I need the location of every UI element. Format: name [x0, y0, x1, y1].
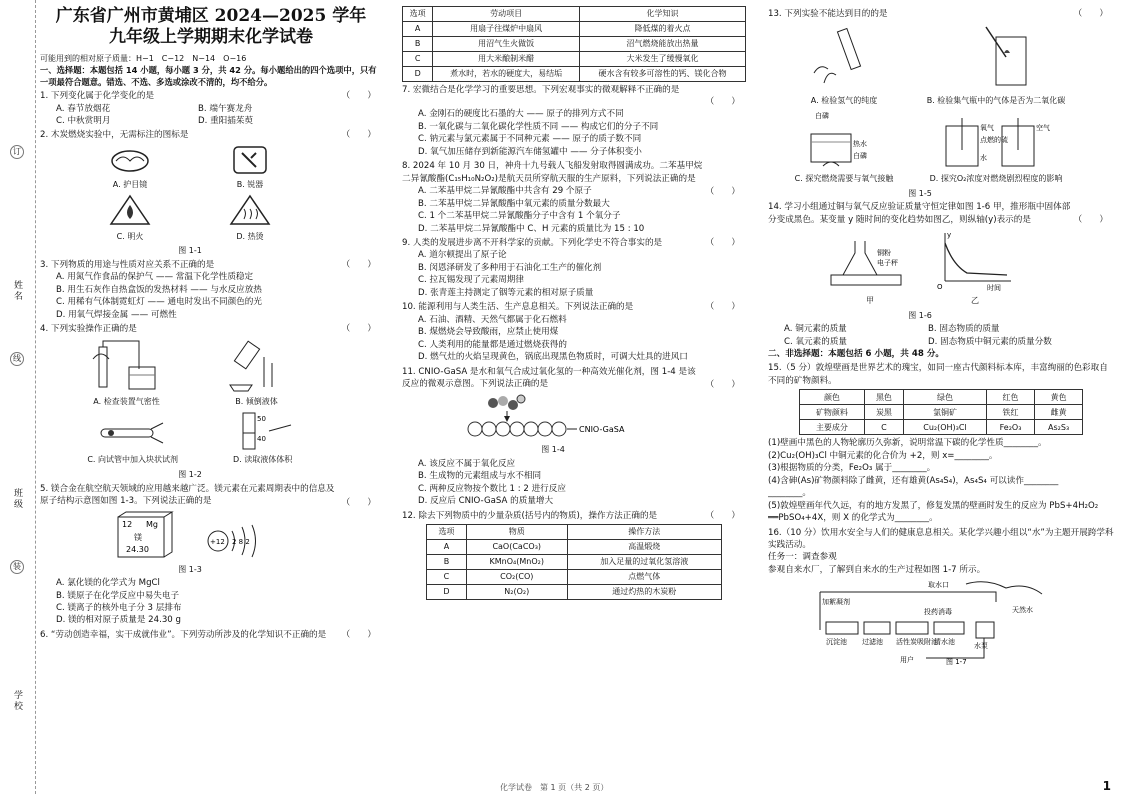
page-number: 1: [1102, 779, 1111, 793]
table-cell: As₂S₃: [1035, 420, 1083, 435]
apparatus-label: 热水: [853, 139, 867, 148]
apparatus-label: 电子秤: [877, 259, 898, 268]
table-cell: B: [427, 555, 467, 570]
option: D. 反应后 CNIO-GaSA 的质量增大: [418, 496, 554, 507]
task-text: 参观自来水厂，了解到自来水的生产过程如图 1-7 所示。: [768, 564, 986, 575]
table-row: [403, 22, 746, 37]
figure-label: B. 检验集气瓶中的气体是否为二氧化碳: [926, 96, 1066, 106]
process-label: 取水口: [928, 581, 949, 590]
question-stem: 7. 宏微结合是化学学习的重要思想。下列宏观事实的微观解释不正确的是: [402, 85, 680, 95]
table-cell: Fe₂O₃: [986, 420, 1035, 435]
table-cell: C: [403, 52, 433, 67]
figure-label: C. 向试管中加入块状试剂: [87, 455, 178, 465]
option: A. 铜元素的质量: [784, 324, 847, 335]
column-middle: [402, 6, 746, 786]
question-stem: 1. 下列变化属于化学变化的是: [40, 91, 155, 102]
table-cell: CaO(CaCO₃): [466, 540, 567, 555]
exam-title-line2: 九年级上学期期末化学试卷: [109, 27, 313, 48]
figure-caption: 图 1-7: [946, 658, 967, 667]
table-cell: 用沼气生火做饭: [433, 37, 580, 52]
table-header: 选项: [403, 7, 433, 22]
binding-mark: 线: [10, 352, 24, 366]
table-cell: 加入足量的过氧化氢溶液: [567, 555, 721, 570]
section-2-heading: 二、非选择题：本题包括 6 小题，共 48 分。: [768, 349, 945, 360]
option: D. 张青莲主持测定了铟等元素的相对原子质量: [418, 287, 594, 298]
q12-table: [426, 524, 722, 600]
atomic-structure-diagram: [204, 521, 268, 561]
water-treatment-diagram: [816, 578, 1066, 666]
process-label: 过滤池: [862, 638, 883, 647]
table-row: [427, 555, 722, 570]
apparatus-label: 铜粉: [877, 249, 891, 258]
table-cell: D: [403, 67, 433, 82]
option: D. 镁的相对原子质量是 24.30 g: [56, 615, 181, 626]
table-cell: 颜色: [800, 390, 865, 405]
catalyst-label: CNIO-GaSA: [579, 425, 625, 435]
table-cell: 氯铜矿: [904, 405, 987, 420]
apparatus-label: 空气: [1036, 123, 1050, 132]
option: C. 中秋赏明月: [56, 116, 111, 127]
option: B. 二苯基甲烷二异氰酸酯中氧元素的质量分数最大: [418, 198, 610, 209]
question-stem: 2. 木炭燃烧实验中，无需标注的图标是: [40, 130, 189, 141]
table-cell: KMnO₄(MnO₂): [466, 555, 567, 570]
question-stem: 5. 镁合金在航空航天领域的应用越来越广泛。镁元素在元素周期表中的信息及原子结构示意图如图 1-3。下列说法正确的是: [40, 483, 335, 507]
figure-label: A. 检验氢气的纯度: [810, 96, 878, 106]
apparatus-label: 白磷: [853, 151, 867, 160]
answer-blank: （ ）: [705, 97, 740, 107]
pouring-liquid-figure: [222, 339, 292, 393]
table-cell: 大米发生了缓慢氧化: [579, 52, 745, 67]
question-7: [402, 84, 746, 158]
answer-blank: （ ）: [705, 302, 740, 313]
atomic-number: 12: [122, 519, 133, 529]
sub-question: (4)含砷(As)矿物颜料除了雌黄，还有雄黄(As₄S₄)，As₄S₄ 可以读作________: [768, 475, 1059, 486]
column-right: [768, 6, 1114, 786]
option: A. 道尔顿提出了原子论: [418, 250, 507, 261]
task-heading: 任务一：调查参观: [768, 552, 837, 563]
option: B. 固态物质的质量: [928, 324, 1000, 335]
option: B. 一氧化碳与二氧化碳化学性质不同 —— 构成它们的分子不同: [418, 121, 659, 132]
question-11: [402, 366, 746, 508]
answer-blank: （ ）: [705, 237, 740, 248]
process-label: 活性炭吸附池: [896, 638, 938, 647]
table-cell: 黄色: [1035, 390, 1083, 405]
sub-question: ________。: [768, 488, 811, 499]
option: D. 固态物质中铜元素的质量分数: [928, 336, 1052, 347]
answer-blank: （ ）: [341, 91, 376, 102]
icon-label: B. 锐器: [236, 179, 264, 189]
binding-margin: [0, 0, 36, 794]
table-cell: 雌黄: [1035, 405, 1083, 420]
table-cell: C: [864, 420, 903, 435]
table-cell: Cu₂(OH)₃Cl: [904, 420, 987, 435]
sub-question: (5)敦煌壁画年代久远，有的地方发黑了，修复发黑的壁画时发生的反应为 PbS+4H₂O₂ ══PbSO₄+4X，则 X 的化学式为________。: [768, 500, 1099, 524]
table-cell: B: [403, 37, 433, 52]
option: B. 端午赛龙舟: [198, 103, 253, 114]
process-label: 沉淀池: [826, 638, 847, 647]
option: C. 镁离子的核外电子分 3 层排布: [56, 603, 182, 613]
option: D. 重阳插茱萸: [198, 116, 254, 127]
option: A. 春节放烟花: [56, 103, 111, 114]
option: B. 生成物的元素组成与水不相同: [418, 471, 542, 482]
table-cell: 黑色: [864, 390, 903, 405]
option: D. 二苯基甲烷二异氰酸酯中 C、H 元素的质量比为 15 : 10: [418, 223, 645, 234]
option: C. 用稀有气体制霓虹灯 —— 通电时发出不同颜色的光: [56, 297, 262, 308]
table-cell: 降低煤的着火点: [579, 22, 745, 37]
copper-oxygen-apparatus: [825, 233, 915, 291]
process-label: 天然水: [1012, 606, 1033, 615]
sub-question: (3)根据物质的分类，Fe₂O₃ 属于________。: [768, 463, 936, 474]
figure-caption: 图 1-6: [908, 310, 932, 320]
reading-volume-figure: [233, 411, 293, 451]
option: B. 用生石灰作自热盒饭的发热材料 —— 与水反应放热: [56, 284, 262, 295]
figure-label: D. 探究O₂浓度对燃烧剧烈程度的影响: [929, 174, 1063, 184]
answer-blank: （ ）: [705, 379, 740, 390]
pigment-table: [799, 389, 1083, 435]
table-cell: 铁红: [986, 405, 1035, 420]
table-cell: C: [427, 570, 467, 585]
periodic-table-cell: [112, 511, 174, 561]
option: C. 1 个二苯基甲烷二异氰酸酯分子中含有 1 个氧分子: [418, 211, 621, 222]
atomic-masses: 可能用到的相对原子质量：H−1 C−12 N−14 O−16: [40, 53, 247, 63]
question-16: [768, 527, 1114, 667]
name-field-label: 姓名: [12, 280, 23, 302]
binding-mark: 装: [10, 560, 24, 574]
table-header: 化学知识: [579, 7, 745, 22]
option: C. 两种反应物按个数比 1 : 2 进行反应: [418, 483, 566, 494]
table-header: 物质: [466, 525, 567, 540]
oxygen-concentration-figure: [936, 110, 1056, 170]
table-header: 选项: [427, 525, 467, 540]
answer-blank: （ ）: [705, 187, 740, 198]
question-stem: 4. 下列实验操作正确的是: [40, 324, 137, 335]
table-cell: 沼气燃烧能放出热量: [579, 37, 745, 52]
option: C. 钠元素与氯元素属于不同种元素 —— 原子的质子数不同: [418, 134, 642, 145]
combustion-oxygen-figure: [789, 110, 899, 170]
axis-origin: O: [937, 283, 943, 292]
table-cell: 高温煅烧: [567, 540, 721, 555]
option: A. 该反应不属于氧化反应: [418, 459, 516, 470]
question-stem: 15.（5 分）敦煌壁画是世界艺术的瑰宝，如同一座古代颜料标本库，丰富绚丽的色彩取自不同的矿物颜料。: [768, 363, 1108, 386]
table-cell: A: [403, 22, 433, 37]
element-name: 镁: [134, 532, 142, 542]
option: A. 石油、酒精、天然气都属于化石燃料: [418, 314, 567, 325]
table-cell: 用扇子往煤炉中扇风: [433, 22, 580, 37]
sharp-object-icon: [228, 145, 272, 175]
table-header: 操作方法: [567, 525, 721, 540]
figure-label: A. 检查装置气密性: [93, 397, 160, 407]
binding-mark: 订: [10, 145, 24, 159]
table-cell: D: [427, 585, 467, 600]
axis-label: 时间: [987, 284, 1001, 292]
question-stem: 10. 能源利用与人类生活、生产息息相关。下列说法正确的是: [402, 302, 634, 313]
table-row: [403, 52, 746, 67]
question-5: [40, 483, 382, 627]
answer-blank: （ ）: [1073, 9, 1108, 19]
y-vs-time-graph: [935, 229, 1015, 291]
table-row: [403, 37, 746, 52]
scale-mark: 50: [256, 414, 266, 423]
option: A. 用氮气作食品的保护气 —— 常温下化学性质稳定: [56, 272, 254, 283]
table-cell: 煮水时，若水的硬度大，易结垢: [433, 67, 580, 82]
answer-blank: （ ）: [341, 497, 376, 508]
q6-table: [402, 6, 746, 82]
exam-title-line1: 广东省广州市黄埔区 2024—2025 学年: [55, 6, 367, 26]
process-label: 投药消毒: [924, 608, 952, 617]
question-14: [768, 201, 1114, 348]
table-cell: 通过灼热的木炭粉: [567, 585, 721, 600]
electron-shells: 2 8 2: [232, 537, 250, 546]
question-13: [768, 8, 1114, 199]
answer-blank: （ ）: [341, 629, 376, 640]
table-cell: 用大米酿制米醋: [433, 52, 580, 67]
goggles-icon: [108, 145, 152, 175]
question-3: [40, 259, 382, 321]
axis-label: y: [947, 231, 952, 240]
figure-caption: 图 1-2: [178, 470, 202, 479]
table-row: [800, 420, 1083, 435]
figure-label: B. 倾倒液体: [235, 397, 278, 407]
answer-blank: （ ）: [1073, 215, 1108, 226]
apparatus-label: 白磷: [815, 111, 829, 120]
table-cell: 绿色: [904, 390, 987, 405]
answer-blank: （ ）: [341, 130, 376, 141]
hot-surface-icon: [228, 193, 272, 227]
apparatus-label: 水: [980, 153, 987, 162]
figure-sublabel: 乙: [971, 295, 979, 305]
option: C. 拉瓦锡发现了元素周期律: [418, 275, 524, 286]
table-row: [427, 570, 722, 585]
figure-caption: 图 1-4: [541, 445, 565, 455]
apparatus-label: 点燃的硫: [980, 135, 1008, 144]
airtightness-check-figure: [89, 339, 165, 393]
school-field-label: 学校: [12, 690, 23, 712]
table-cell: 点燃气体: [567, 570, 721, 585]
reaction-micro-diagram: [453, 393, 653, 441]
apparatus-label: 氧气: [980, 123, 994, 132]
figure-label: C. 探究燃烧需要与氧气接触: [794, 174, 894, 184]
atomic-mass: 24.30: [126, 544, 149, 554]
figure-caption: 图 1-1: [178, 246, 202, 256]
question-stem: 6. “劳动创造幸福，实干成就伟业”。下列劳动所涉及的化学知识不正确的是: [40, 629, 327, 640]
table-cell: A: [427, 540, 467, 555]
answer-blank: （ ）: [705, 510, 740, 521]
question-stem: 14. 学习小组通过铜与氧气反应验证质量守恒定律如图 1-6 甲，推形瓶中固体部分变成黑色。某变量 y 随时间的变化趋势如图乙，则纵轴(y)表示的是: [768, 202, 1071, 225]
table-row: [800, 405, 1083, 420]
option: D. 氧气加压储存到新能源汽车储氢罐中 —— 分子体积变小: [418, 146, 642, 157]
icon-label: D. 热烫: [236, 231, 264, 241]
option: D. 用氧气焊接金属 —— 可燃性: [56, 309, 177, 320]
table-row: [800, 390, 1083, 405]
process-label: 加絮凝剂: [822, 598, 850, 607]
table-row: [427, 585, 722, 600]
table-cell: 硬水含有较多可溶性的钙、镁化合物: [579, 67, 745, 82]
class-field-label: 班级: [12, 488, 23, 510]
question-stem: 13. 下列实验不能达到目的的是: [768, 9, 888, 19]
question-4: [40, 323, 382, 480]
question-15: [768, 362, 1114, 524]
open-flame-icon: [108, 193, 152, 227]
element-symbol: Mg: [146, 519, 158, 529]
scale-mark: 40: [256, 434, 266, 443]
section-1-instructions: 一、选择题：本题包括 14 小题，每小题 3 分，共 42 分。每小题给出的四个选项中，只有一项最符合题意。错选、不选、多选或涂改不清的，均不给分。: [40, 65, 377, 88]
question-6: [40, 629, 382, 641]
answer-blank: （ ）: [341, 259, 376, 270]
process-label: 水泵: [974, 642, 988, 651]
option: C. 氧元素的质量: [784, 336, 848, 347]
question-stem: 3. 下列物质的用途与性质对应关系不正确的是: [40, 259, 215, 270]
icon-label: A. 护目镜: [112, 179, 148, 189]
process-label: 清水池: [934, 638, 955, 647]
answer-blank: （ ）: [341, 324, 376, 335]
figure-caption: 图 1-5: [908, 188, 932, 198]
option: B. 闵恩泽研发了多种用于石油化工生产的催化剂: [418, 262, 602, 273]
question-stem: 11. CNIO-GaSA 是水和氧气合成过氧化氢的一种高效光催化剂，图 1-4 是该反应的微观示意图。下列说法正确的是: [402, 366, 696, 389]
question-stem: 9. 人类的发展进步离不开科学家的贡献。下列化学史不符合事实的是: [402, 237, 663, 248]
table-cell: 矿物颜料: [800, 405, 865, 420]
option: B. 煤燃烧会导致酸雨，应禁止使用煤: [418, 327, 559, 338]
adding-solid-figure: [95, 415, 171, 451]
process-label: 用户: [900, 656, 914, 665]
option: A. 二苯基甲烷二异氰酸酯中共含有 29 个原子: [418, 186, 592, 197]
question-10: [402, 301, 746, 363]
table-cell: N₂(O₂): [466, 585, 567, 600]
question-stem: 16.（10 分）饮用水安全与人们的健康息息相关。某化学兴趣小组以“水”为主题开展跨学科实践活动。: [768, 527, 1114, 550]
table-cell: 主要成分: [800, 420, 865, 435]
table-cell: 红色: [986, 390, 1035, 405]
option: B. 镁原子在化学反应中易失电子: [56, 590, 180, 601]
question-2: [40, 129, 382, 256]
sub-question: (2)Cu₂(OH)₃Cl 中铜元素的化合价为 +2，则 x=________。: [768, 450, 998, 461]
question-9: [402, 237, 746, 299]
table-cell: CO₂(CO): [466, 570, 567, 585]
figure-caption: 图 1-3: [178, 564, 202, 574]
column-left: [40, 6, 382, 786]
figure-label: D. 读取液体体积: [233, 455, 293, 465]
question-stem: 8. 2024 年 10 月 30 日，神舟十九号载人飞船发射取得圆满成功。二苯基甲烷二异氰酸酯(C₁₅H₁₀N₂O₂)是航天员所穿航天服的生产原料，下列说法正确的是: [402, 161, 703, 184]
question-1: [40, 90, 382, 127]
icon-label: C. 明火: [116, 231, 144, 241]
table-row: [427, 540, 722, 555]
question-8: [402, 160, 746, 235]
page-footer: 化学试卷 第 1 页（共 2 页）: [500, 783, 609, 792]
option: A. 金刚石的硬度比石墨的大 —— 原子的排列方式不同: [418, 109, 624, 120]
option: C. 人类利用的能量都是通过燃烧获得的: [418, 339, 567, 350]
figure-sublabel: 甲: [866, 295, 874, 305]
table-row: [403, 67, 746, 82]
question-stem: 12. 除去下列物质中的少量杂质(括号内的物质)，操作方法正确的是: [402, 510, 658, 521]
hydrogen-purity-test-figure: [804, 23, 884, 91]
option: A. 氯化镁的化学式为 MgCl: [56, 578, 160, 589]
co2-test-figure: [956, 23, 1036, 91]
option: D. 燃气灶的火焰呈现黄色，锅底出现黑色物质时，可调大灶具的进风口: [418, 352, 688, 363]
question-12: [402, 510, 746, 522]
table-header: 劳动项目: [433, 7, 580, 22]
sub-question: (1)壁画中黑色的人物轮廓历久弥新，说明常温下碳的化学性质________。: [768, 438, 1047, 449]
table-cell: 炭黑: [864, 405, 903, 420]
nucleus-charge: +12: [210, 537, 225, 546]
